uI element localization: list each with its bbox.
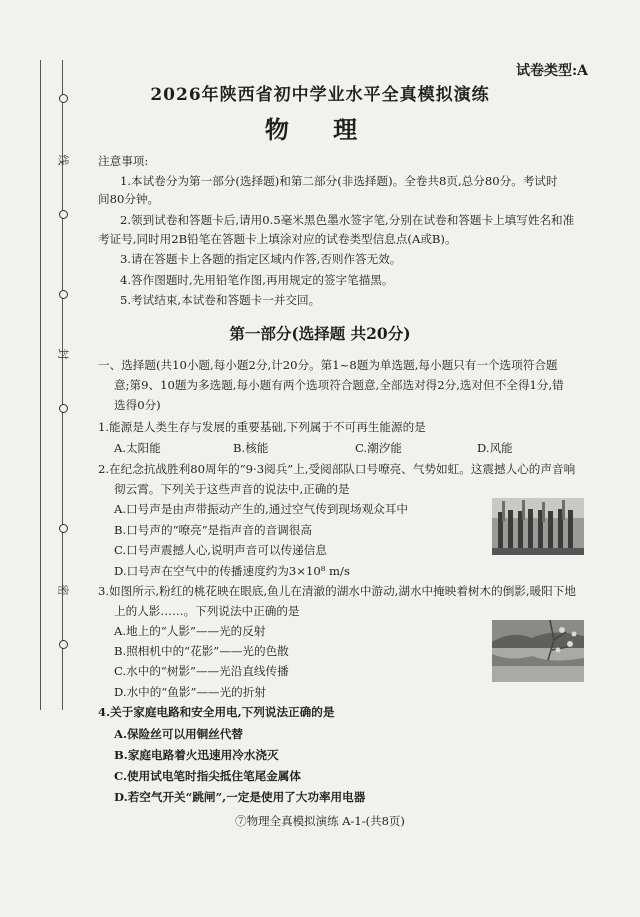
- option-a: A.保险丝可以用铜丝代替: [114, 727, 243, 741]
- option-b: B.家庭电路着火迅速用冷水浇灭: [114, 748, 279, 762]
- notice-item: 间80分钟。: [98, 192, 160, 206]
- section-instruction: 一、选择题(共10小题,每小题2分,计20分。第1~8题为单选题,每小题只有一个选项符合题: [98, 358, 558, 372]
- section-title: 第一部分(选择题 共20分): [229, 324, 411, 343]
- question-stem: 上的人影……。下列说法中正确的是: [114, 604, 300, 618]
- binding-hole: [59, 290, 68, 299]
- option-d: D.若空气开关“跳闸”,一定是使用了大功率用电器: [114, 790, 366, 804]
- exam-title: 2026年陕西省初中学业水平全真模拟演练: [150, 85, 490, 105]
- option-a: A.地上的“人影”——光的反射: [114, 624, 266, 638]
- page-footer: ⑦物理全真模拟演练 A-1-(共8页): [235, 814, 405, 828]
- option-c: C.使用试电笔时指尖抵住笔尾金属体: [114, 769, 301, 783]
- option-b: B.照相机中的“花影”——光的色散: [114, 644, 289, 658]
- binding-char-mi: 密: [56, 584, 70, 596]
- notice-item: 3.请在答题卡上各题的指定区域内作答,否则作答无效。: [120, 252, 402, 266]
- option-b: B.核能: [233, 441, 269, 455]
- notice-item: 1.本试卷分为第一部分(选择题)和第二部分(非选择题)。全卷共8页,总分80分。考试时: [120, 174, 558, 188]
- option-c: C.水中的“树影”——光沿直线传播: [114, 664, 289, 678]
- notice-heading: 注意事项:: [98, 154, 149, 168]
- notice-item: 5.考试结束,本试卷和答题卡一并交回。: [120, 293, 321, 307]
- binding-hole: [59, 404, 68, 413]
- notice-item: 4.答作图题时,先用铅笔作图,再用规定的签字笔描黑。: [120, 273, 394, 287]
- binding-hole: [59, 210, 68, 219]
- binding-char-xian: 线: [56, 154, 70, 166]
- option-c: C.潮汐能: [355, 441, 402, 455]
- option-a: A.口号声是由声带振动产生的,通过空气传到现场观众耳中: [114, 502, 408, 516]
- exam-type-label: 试卷类型:A: [515, 63, 588, 79]
- binding-hole: [59, 524, 68, 533]
- notice-item: 2.领到试卷和答题卡后,请用0.5毫米黑色墨水签字笔,分别在试卷和答题卡上填写姓名和准: [120, 213, 575, 227]
- notice-item: 考证号,同时用2B铅笔在答题卡上填涂对应的试卷类型信息点(A或B)。: [98, 232, 457, 246]
- binding-hole: [59, 640, 68, 649]
- parade-photo: [492, 498, 584, 555]
- option-c: C.口号声震撼人心,说明声音可以传递信息: [114, 543, 327, 557]
- question-stem: 1.能源是人类生存与发展的重要基础,下列属于不可再生能源的是: [98, 420, 426, 434]
- section-instruction: 意;第9、10题为多选题,每小题有两个选项符合题意,全部选对得2分,选对但不全得1分,错: [114, 378, 564, 392]
- option-b: B.口号声的“嘹亮”是指声音的音调很高: [114, 523, 312, 537]
- option-a: A.太阳能: [114, 441, 161, 455]
- option-d: D.风能: [477, 441, 513, 455]
- binding-char-feng: 封: [56, 348, 70, 360]
- question-stem: 2.在纪念抗战胜利80周年的“9·3阅兵”上,受阅部队口号嘹亮、气势如虹。这震撼人心的声音响: [98, 462, 576, 476]
- question-stem: 4.关于家庭电路和安全用电,下列说法正确的是: [98, 705, 335, 719]
- section-instruction: 选得0分): [114, 398, 161, 412]
- lake-blossom-photo: [492, 620, 584, 682]
- question-stem: 3.如图所示,粉红的桃花映在眼底,鱼儿在清澈的湖水中游动,湖水中掩映着树木的倒影,暖阳下地: [98, 584, 576, 598]
- option-d: D.水中的“鱼影”——光的折射: [114, 685, 266, 699]
- option-d: D.口号声在空气中的传播速度约为3×10⁸ m/s: [114, 564, 350, 578]
- subject-title: 物 理: [264, 115, 376, 144]
- question-stem: 彻云霄。下列关于这些声音的说法中,正确的是: [114, 482, 350, 496]
